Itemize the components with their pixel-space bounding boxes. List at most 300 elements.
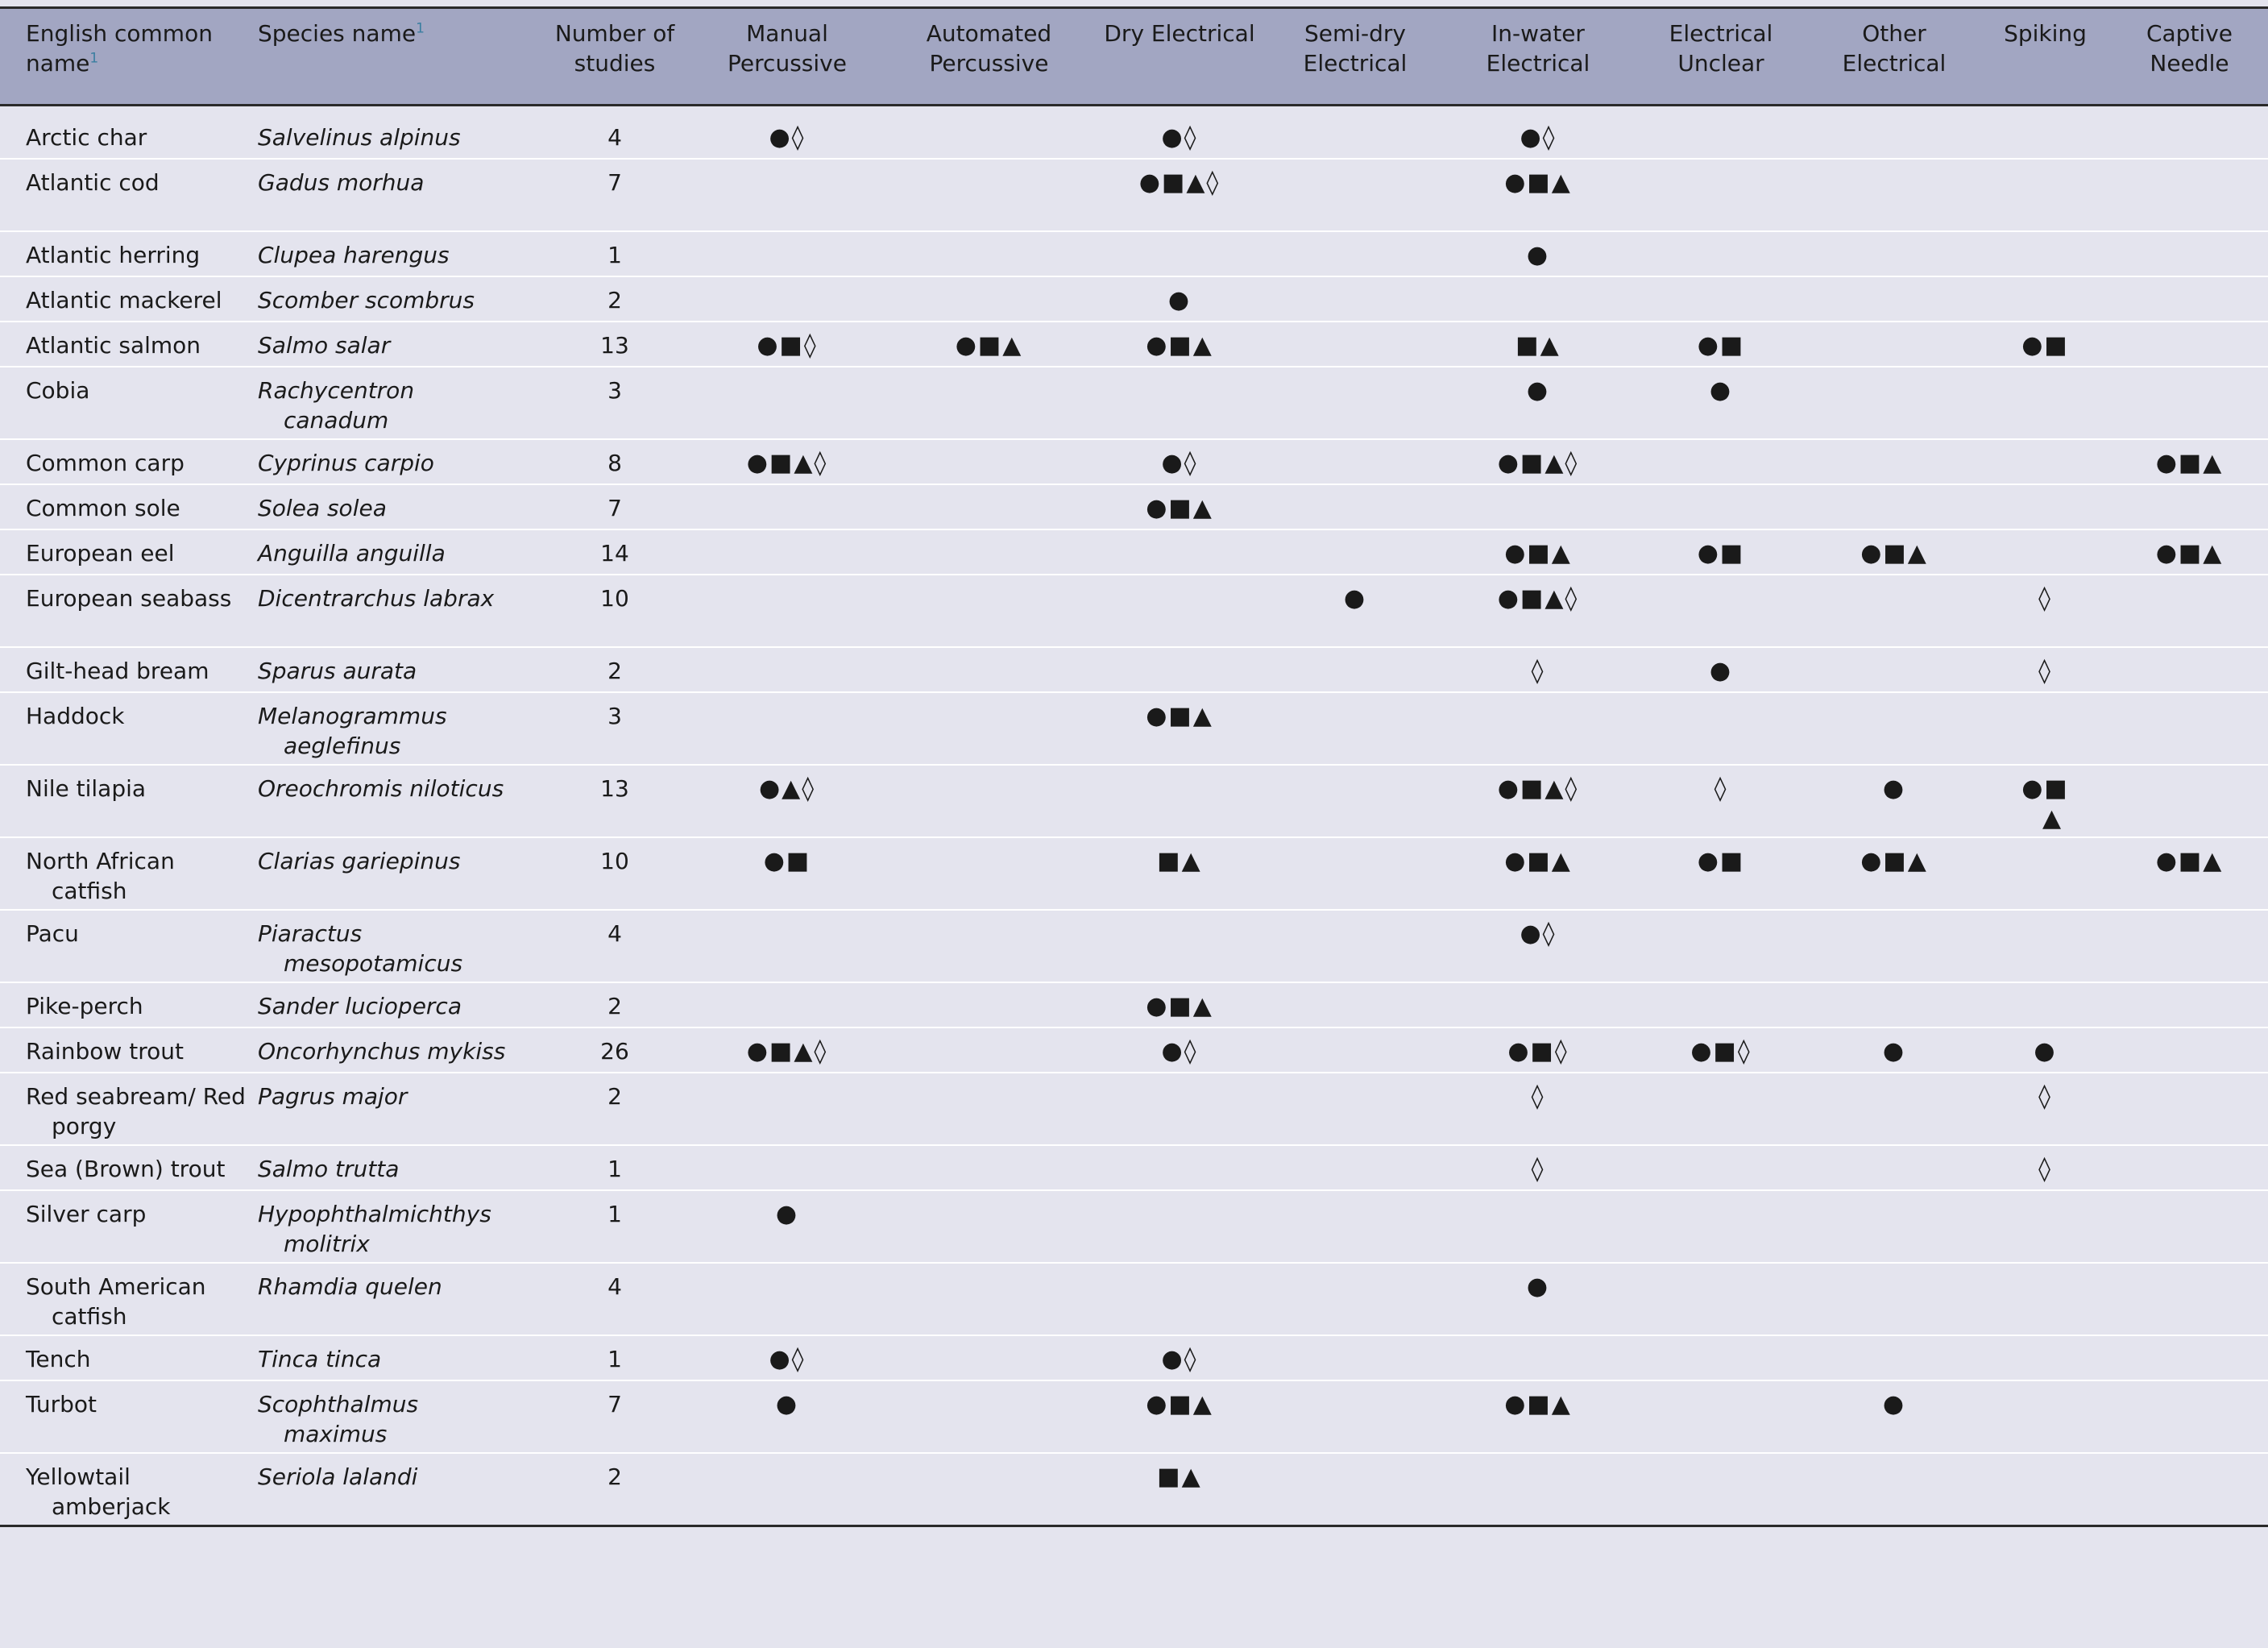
captive-needle-cell bbox=[2111, 1263, 2268, 1335]
diamond-symbol: ◊ bbox=[2038, 1155, 2052, 1183]
spiking-cell bbox=[1980, 982, 2111, 1027]
species-name-line: canadum bbox=[284, 407, 389, 434]
diamond-symbol: ◊ bbox=[1184, 449, 1198, 477]
table-row bbox=[0, 114, 2268, 159]
species-name-line: aeglefinus bbox=[284, 733, 401, 759]
common-name-line: Turbot bbox=[26, 1391, 97, 1418]
common-name-cell bbox=[0, 484, 250, 529]
electrical-unclear-cell bbox=[1633, 231, 1809, 276]
dry-electrical-cell bbox=[1092, 484, 1267, 529]
semi-dry-electrical-cell bbox=[1267, 1335, 1443, 1380]
common-name-line: Atlantic mackerel bbox=[26, 287, 222, 313]
table-row bbox=[0, 575, 2268, 647]
other-electrical-cell bbox=[1809, 1190, 1980, 1263]
spiking-cell bbox=[1980, 114, 2111, 159]
species-name-line: Salmo trutta bbox=[258, 1156, 400, 1182]
electrical-unclear-cell bbox=[1633, 484, 1809, 529]
manual-percussive-cell bbox=[688, 692, 886, 765]
species-name-cell bbox=[250, 114, 541, 159]
common-name-line: catfish bbox=[52, 1303, 127, 1330]
circle-symbol: ● bbox=[1697, 331, 1720, 359]
common-name-line: European eel bbox=[26, 540, 175, 567]
species-name-line: Hypophthalmichthys bbox=[258, 1201, 491, 1227]
number-of-studies-cell: 4 bbox=[541, 1263, 688, 1335]
semi-dry-electrical-cell bbox=[1267, 276, 1443, 322]
circle-symbol: ● bbox=[758, 774, 782, 803]
automated-percussive-cell bbox=[886, 1027, 1092, 1073]
triangle-symbol: ▲ bbox=[782, 774, 802, 803]
species-name-cell bbox=[250, 231, 541, 276]
triangle-symbol: ▲ bbox=[1540, 331, 1561, 359]
square-symbol: ■ bbox=[1527, 847, 1552, 875]
in-water-electrical-cell bbox=[1443, 1380, 1633, 1453]
circle-symbol: ● bbox=[769, 123, 792, 152]
diamond-symbol: ◊ bbox=[1542, 123, 1557, 152]
other-electrical-cell bbox=[1809, 1145, 1980, 1190]
square-symbol: ■ bbox=[769, 449, 794, 477]
electrical-unclear-cell bbox=[1633, 1335, 1809, 1380]
semi-dry-electrical-cell bbox=[1267, 367, 1443, 439]
in-water-electrical-cell bbox=[1443, 1027, 1633, 1073]
circle-symbol: ● bbox=[1504, 847, 1528, 875]
diamond-symbol: ◊ bbox=[802, 774, 816, 803]
common-name-line: European seabass bbox=[26, 585, 232, 612]
square-symbol: ■ bbox=[1520, 449, 1545, 477]
square-symbol: ■ bbox=[779, 331, 804, 359]
in-water-electrical-cell bbox=[1443, 529, 1633, 575]
captive-needle-cell bbox=[2111, 692, 2268, 765]
diamond-symbol: ◊ bbox=[1565, 774, 1579, 803]
common-name-cell bbox=[0, 765, 250, 837]
triangle-symbol: ▲ bbox=[2203, 847, 2224, 875]
number-of-studies-cell: 14 bbox=[541, 529, 688, 575]
manual-percussive-cell bbox=[688, 982, 886, 1027]
square-symbol: ■ bbox=[1168, 331, 1193, 359]
triangle-symbol: ▲ bbox=[1192, 702, 1213, 730]
dry-electrical-cell bbox=[1092, 1263, 1267, 1335]
header-captive-needle: Captive Needle bbox=[2111, 8, 2268, 106]
electrical-unclear-cell bbox=[1633, 1453, 1809, 1526]
in-water-electrical-cell bbox=[1443, 484, 1633, 529]
in-water-electrical-cell bbox=[1443, 231, 1633, 276]
semi-dry-electrical-cell bbox=[1267, 529, 1443, 575]
diamond-symbol: ◊ bbox=[1206, 168, 1221, 197]
spiking-cell bbox=[1980, 276, 2111, 322]
common-name-line: Red seabream/ Red bbox=[26, 1083, 246, 1110]
common-name-cell bbox=[0, 692, 250, 765]
triangle-symbol: ▲ bbox=[1002, 331, 1023, 359]
species-name-line: Oncorhynchus mykiss bbox=[258, 1038, 506, 1065]
triangle-symbol: ▲ bbox=[1907, 539, 1928, 567]
captive-needle-cell bbox=[2111, 114, 2268, 159]
number-of-studies-cell: 1 bbox=[541, 231, 688, 276]
number-of-studies-cell: 7 bbox=[541, 484, 688, 529]
square-symbol: ■ bbox=[1515, 331, 1540, 359]
manual-percussive-cell bbox=[688, 1145, 886, 1190]
common-name-line: Atlantic cod bbox=[26, 169, 160, 196]
in-water-electrical-cell bbox=[1443, 322, 1633, 367]
species-name-cell bbox=[250, 692, 541, 765]
table-row bbox=[0, 1263, 2268, 1335]
header-in-water-electrical: In-water Electrical bbox=[1443, 8, 1633, 106]
automated-percussive-cell bbox=[886, 1190, 1092, 1263]
semi-dry-electrical-cell bbox=[1267, 765, 1443, 837]
other-electrical-cell bbox=[1809, 1335, 1980, 1380]
automated-percussive-cell bbox=[886, 837, 1092, 910]
in-water-electrical-cell bbox=[1443, 1453, 1633, 1526]
automated-percussive-cell bbox=[886, 439, 1092, 484]
automated-percussive-cell bbox=[886, 367, 1092, 439]
manual-percussive-cell bbox=[688, 367, 886, 439]
automated-percussive-cell bbox=[886, 484, 1092, 529]
automated-percussive-cell bbox=[886, 1453, 1092, 1526]
circle-symbol: ● bbox=[1526, 376, 1550, 405]
circle-symbol: ● bbox=[1709, 657, 1733, 685]
footnote-marker: 1 bbox=[89, 50, 99, 67]
circle-symbol: ● bbox=[1504, 539, 1528, 567]
table-row bbox=[0, 322, 2268, 367]
triangle-symbol: ▲ bbox=[1192, 494, 1213, 522]
circle-symbol: ● bbox=[746, 449, 769, 477]
automated-percussive-cell bbox=[886, 982, 1092, 1027]
square-symbol: ■ bbox=[2044, 331, 2069, 359]
electrical-unclear-cell bbox=[1633, 159, 1809, 231]
other-electrical-cell bbox=[1809, 484, 1980, 529]
species-name-cell bbox=[250, 765, 541, 837]
table-row bbox=[0, 837, 2268, 910]
square-symbol: ■ bbox=[786, 847, 811, 875]
triangle-symbol: ▲ bbox=[1551, 539, 1572, 567]
circle-symbol: ● bbox=[1343, 584, 1367, 612]
captive-needle-cell bbox=[2111, 1453, 2268, 1526]
common-name-line: Silver carp bbox=[26, 1201, 147, 1227]
species-name-line: molitrix bbox=[284, 1231, 370, 1257]
captive-needle-cell bbox=[2111, 322, 2268, 367]
number-of-studies-cell: 10 bbox=[541, 575, 688, 647]
electrical-unclear-cell bbox=[1633, 692, 1809, 765]
dry-electrical-cell bbox=[1092, 529, 1267, 575]
square-symbol: ■ bbox=[1719, 847, 1745, 875]
manual-percussive-cell bbox=[688, 837, 886, 910]
triangle-symbol: ▲ bbox=[1192, 331, 1213, 359]
in-water-electrical-cell bbox=[1443, 837, 1633, 910]
header-automated-percussive: Automated Percussive bbox=[886, 8, 1092, 106]
circle-symbol: ● bbox=[1161, 123, 1184, 152]
electrical-unclear-cell bbox=[1633, 322, 1809, 367]
circle-symbol: ● bbox=[775, 1200, 799, 1228]
species-name-cell bbox=[250, 1027, 541, 1073]
electrical-unclear-cell bbox=[1633, 575, 1809, 647]
species-name-line: Scophthalmus bbox=[258, 1391, 419, 1418]
dry-electrical-cell bbox=[1092, 1335, 1267, 1380]
circle-symbol: ● bbox=[1138, 168, 1162, 197]
in-water-electrical-cell bbox=[1443, 1190, 1633, 1263]
manual-percussive-cell bbox=[688, 910, 886, 982]
electrical-unclear-cell bbox=[1633, 439, 1809, 484]
spiking-cell bbox=[1980, 367, 2111, 439]
circle-symbol: ● bbox=[1882, 1037, 1906, 1065]
number-of-studies-cell: 2 bbox=[541, 1073, 688, 1145]
semi-dry-electrical-cell bbox=[1267, 1073, 1443, 1145]
species-name-cell bbox=[250, 322, 541, 367]
diamond-symbol: ◊ bbox=[1531, 1082, 1545, 1110]
semi-dry-electrical-cell bbox=[1267, 647, 1443, 692]
square-symbol: ■ bbox=[1161, 168, 1187, 197]
common-name-line: porgy bbox=[52, 1113, 117, 1139]
other-electrical-cell bbox=[1809, 231, 1980, 276]
common-name-line: Atlantic herring bbox=[26, 242, 201, 268]
circle-symbol: ● bbox=[1882, 774, 1906, 803]
square-symbol: ■ bbox=[1168, 494, 1193, 522]
semi-dry-electrical-cell bbox=[1267, 231, 1443, 276]
semi-dry-electrical-cell bbox=[1267, 575, 1443, 647]
common-name-cell bbox=[0, 1190, 250, 1263]
species-name-line: Clarias gariepinus bbox=[258, 848, 461, 874]
other-electrical-cell bbox=[1809, 367, 1980, 439]
dry-electrical-cell bbox=[1092, 1453, 1267, 1526]
electrical-unclear-cell bbox=[1633, 367, 1809, 439]
circle-symbol: ● bbox=[1167, 286, 1192, 314]
circle-symbol: ● bbox=[1497, 584, 1520, 612]
semi-dry-electrical-cell bbox=[1267, 910, 1443, 982]
captive-needle-cell bbox=[2111, 1190, 2268, 1263]
automated-percussive-cell bbox=[886, 231, 1092, 276]
spiking-cell bbox=[1980, 1145, 2111, 1190]
in-water-electrical-cell bbox=[1443, 982, 1633, 1027]
other-electrical-cell bbox=[1809, 1027, 1980, 1073]
captive-needle-cell bbox=[2111, 276, 2268, 322]
manual-percussive-cell bbox=[688, 647, 886, 692]
species-name-cell bbox=[250, 1335, 541, 1380]
common-name-cell bbox=[0, 231, 250, 276]
other-electrical-cell bbox=[1809, 114, 1980, 159]
automated-percussive-cell bbox=[886, 1335, 1092, 1380]
automated-percussive-cell bbox=[886, 575, 1092, 647]
other-electrical-cell bbox=[1809, 837, 1980, 910]
header-other-electrical: Other Electrical bbox=[1809, 8, 1980, 106]
manual-percussive-cell bbox=[688, 765, 886, 837]
header-semi-dry-electrical: Semi-dry Electrical bbox=[1267, 8, 1443, 106]
header-row bbox=[0, 8, 2268, 106]
species-method-table bbox=[0, 6, 2268, 1527]
spiking-cell bbox=[1980, 1380, 2111, 1453]
square-symbol: ■ bbox=[1530, 1037, 1555, 1065]
in-water-electrical-cell bbox=[1443, 276, 1633, 322]
dry-electrical-cell bbox=[1092, 982, 1267, 1027]
table-row bbox=[0, 982, 2268, 1027]
common-name-line: Rainbow trout bbox=[26, 1038, 184, 1065]
common-name-cell bbox=[0, 322, 250, 367]
square-symbol: ■ bbox=[1527, 1390, 1552, 1418]
captive-needle-cell bbox=[2111, 1145, 2268, 1190]
diamond-symbol: ◊ bbox=[1737, 1037, 1752, 1065]
species-name-cell bbox=[250, 1190, 541, 1263]
circle-symbol: ● bbox=[1709, 376, 1733, 405]
dry-electrical-cell bbox=[1092, 1190, 1267, 1263]
species-name-cell bbox=[250, 910, 541, 982]
species-name-cell bbox=[250, 367, 541, 439]
manual-percussive-cell bbox=[688, 1190, 886, 1263]
other-electrical-cell bbox=[1809, 439, 1980, 484]
square-symbol: ■ bbox=[1520, 774, 1545, 803]
diamond-symbol: ◊ bbox=[791, 123, 806, 152]
species-name-line: Piaractus bbox=[258, 920, 363, 947]
other-electrical-cell bbox=[1809, 1453, 1980, 1526]
captive-needle-cell bbox=[2111, 231, 2268, 276]
circle-symbol: ● bbox=[1507, 1037, 1531, 1065]
header-species-name: Species name$^1$ bbox=[250, 8, 541, 106]
circle-symbol: ● bbox=[763, 847, 786, 875]
species-name-line: Anguilla anguilla bbox=[258, 540, 446, 567]
square-symbol: ■ bbox=[2178, 539, 2204, 567]
dry-electrical-cell bbox=[1092, 1380, 1267, 1453]
triangle-symbol: ▲ bbox=[1544, 774, 1565, 803]
common-name-line: Pacu bbox=[26, 920, 79, 947]
circle-symbol: ● bbox=[1161, 1345, 1184, 1373]
species-name-cell bbox=[250, 837, 541, 910]
dry-electrical-cell bbox=[1092, 439, 1267, 484]
number-of-studies-cell: 7 bbox=[541, 159, 688, 231]
captive-needle-cell bbox=[2111, 837, 2268, 910]
manual-percussive-cell bbox=[688, 1027, 886, 1073]
species-name-cell bbox=[250, 647, 541, 692]
circle-symbol: ● bbox=[1497, 774, 1520, 803]
common-name-line: Atlantic salmon bbox=[26, 332, 201, 359]
table-body bbox=[0, 106, 2268, 1526]
species-name-line: Sparus aurata bbox=[258, 658, 417, 684]
dry-electrical-cell bbox=[1092, 837, 1267, 910]
circle-symbol: ● bbox=[769, 1345, 792, 1373]
triangle-symbol: ▲ bbox=[1544, 449, 1565, 477]
species-name-cell bbox=[250, 575, 541, 647]
electrical-unclear-cell bbox=[1633, 276, 1809, 322]
common-name-line: catfish bbox=[52, 878, 127, 904]
circle-symbol: ● bbox=[1497, 449, 1520, 477]
species-name-cell bbox=[250, 1453, 541, 1526]
manual-percussive-cell bbox=[688, 1335, 886, 1380]
circle-symbol: ● bbox=[2034, 1037, 2057, 1065]
semi-dry-electrical-cell bbox=[1267, 1453, 1443, 1526]
in-water-electrical-cell bbox=[1443, 647, 1633, 692]
triangle-symbol: ▲ bbox=[1551, 847, 1572, 875]
table-row bbox=[0, 1190, 2268, 1263]
dry-electrical-cell bbox=[1092, 1073, 1267, 1145]
captive-needle-cell bbox=[2111, 1073, 2268, 1145]
common-name-cell bbox=[0, 910, 250, 982]
automated-percussive-cell bbox=[886, 322, 1092, 367]
common-name-cell bbox=[0, 575, 250, 647]
species-name-cell bbox=[250, 1073, 541, 1145]
spiking-cell bbox=[1980, 647, 2111, 692]
semi-dry-electrical-cell bbox=[1267, 484, 1443, 529]
common-name-line: North African bbox=[26, 848, 175, 874]
spiking-cell bbox=[1980, 1027, 2111, 1073]
automated-percussive-cell bbox=[886, 159, 1092, 231]
captive-needle-cell bbox=[2111, 159, 2268, 231]
in-water-electrical-cell bbox=[1443, 765, 1633, 837]
electrical-unclear-cell bbox=[1633, 1263, 1809, 1335]
captive-needle-cell bbox=[2111, 647, 2268, 692]
number-of-studies-cell: 2 bbox=[541, 982, 688, 1027]
electrical-unclear-cell bbox=[1633, 765, 1809, 837]
table-row bbox=[0, 367, 2268, 439]
captive-needle-cell bbox=[2111, 439, 2268, 484]
electrical-unclear-cell bbox=[1633, 1145, 1809, 1190]
species-name-line: Rachycentron bbox=[258, 377, 415, 404]
dry-electrical-cell bbox=[1092, 322, 1267, 367]
spiking-cell bbox=[1980, 692, 2111, 765]
in-water-electrical-cell bbox=[1443, 114, 1633, 159]
square-symbol: ■ bbox=[2044, 774, 2069, 803]
table-row bbox=[0, 1145, 2268, 1190]
dry-electrical-cell bbox=[1092, 1145, 1267, 1190]
semi-dry-electrical-cell bbox=[1267, 982, 1443, 1027]
square-symbol: ■ bbox=[1157, 1463, 1182, 1491]
in-water-electrical-cell bbox=[1443, 575, 1633, 647]
species-name-line: Scomber scombrus bbox=[258, 287, 475, 313]
triangle-symbol: ▲ bbox=[1192, 1390, 1213, 1418]
other-electrical-cell bbox=[1809, 1380, 1980, 1453]
species-name-line: Salvelinus alpinus bbox=[258, 124, 461, 151]
circle-symbol: ● bbox=[757, 331, 780, 359]
table-row bbox=[0, 159, 2268, 231]
automated-percussive-cell bbox=[886, 114, 1092, 159]
square-symbol: ■ bbox=[1883, 539, 1908, 567]
circle-symbol: ● bbox=[2155, 847, 2179, 875]
species-name-line: Sander lucioperca bbox=[258, 993, 462, 1019]
common-name-line: Common sole bbox=[26, 495, 180, 521]
spiking-cell bbox=[1980, 484, 2111, 529]
common-name-line: amberjack bbox=[52, 1493, 171, 1520]
captive-needle-cell bbox=[2111, 484, 2268, 529]
electrical-unclear-cell bbox=[1633, 910, 1809, 982]
semi-dry-electrical-cell bbox=[1267, 1380, 1443, 1453]
square-symbol: ■ bbox=[1527, 168, 1552, 197]
manual-percussive-cell bbox=[688, 1073, 886, 1145]
table-row bbox=[0, 1335, 2268, 1380]
triangle-symbol: ▲ bbox=[2042, 804, 2063, 832]
other-electrical-cell bbox=[1809, 692, 1980, 765]
header-manual-percussive: Manual Percussive bbox=[688, 8, 886, 106]
spiking-cell bbox=[1980, 231, 2111, 276]
header-spiking: Spiking bbox=[1980, 8, 2111, 106]
common-name-line: Nile tilapia bbox=[26, 775, 147, 802]
table-row bbox=[0, 231, 2268, 276]
in-water-electrical-cell bbox=[1443, 1263, 1633, 1335]
species-name-line: Cyprinus carpio bbox=[258, 450, 434, 476]
common-name-line: Arctic char bbox=[26, 124, 147, 151]
number-of-studies-cell: 1 bbox=[541, 1145, 688, 1190]
circle-symbol: ● bbox=[1860, 539, 1884, 567]
in-water-electrical-cell bbox=[1443, 367, 1633, 439]
manual-percussive-cell bbox=[688, 114, 886, 159]
captive-needle-cell bbox=[2111, 367, 2268, 439]
common-name-cell bbox=[0, 159, 250, 231]
other-electrical-cell bbox=[1809, 276, 1980, 322]
electrical-unclear-cell bbox=[1633, 837, 1809, 910]
spiking-cell bbox=[1980, 1073, 2111, 1145]
table-row bbox=[0, 910, 2268, 982]
circle-symbol: ● bbox=[1146, 331, 1169, 359]
other-electrical-cell bbox=[1809, 982, 1980, 1027]
circle-symbol: ● bbox=[1526, 241, 1550, 269]
diamond-symbol: ◊ bbox=[1184, 1037, 1198, 1065]
spiking-cell bbox=[1980, 159, 2111, 231]
circle-symbol: ● bbox=[2021, 774, 2045, 803]
square-symbol: ■ bbox=[1719, 539, 1745, 567]
common-name-cell bbox=[0, 1453, 250, 1526]
square-symbol: ■ bbox=[2178, 449, 2204, 477]
